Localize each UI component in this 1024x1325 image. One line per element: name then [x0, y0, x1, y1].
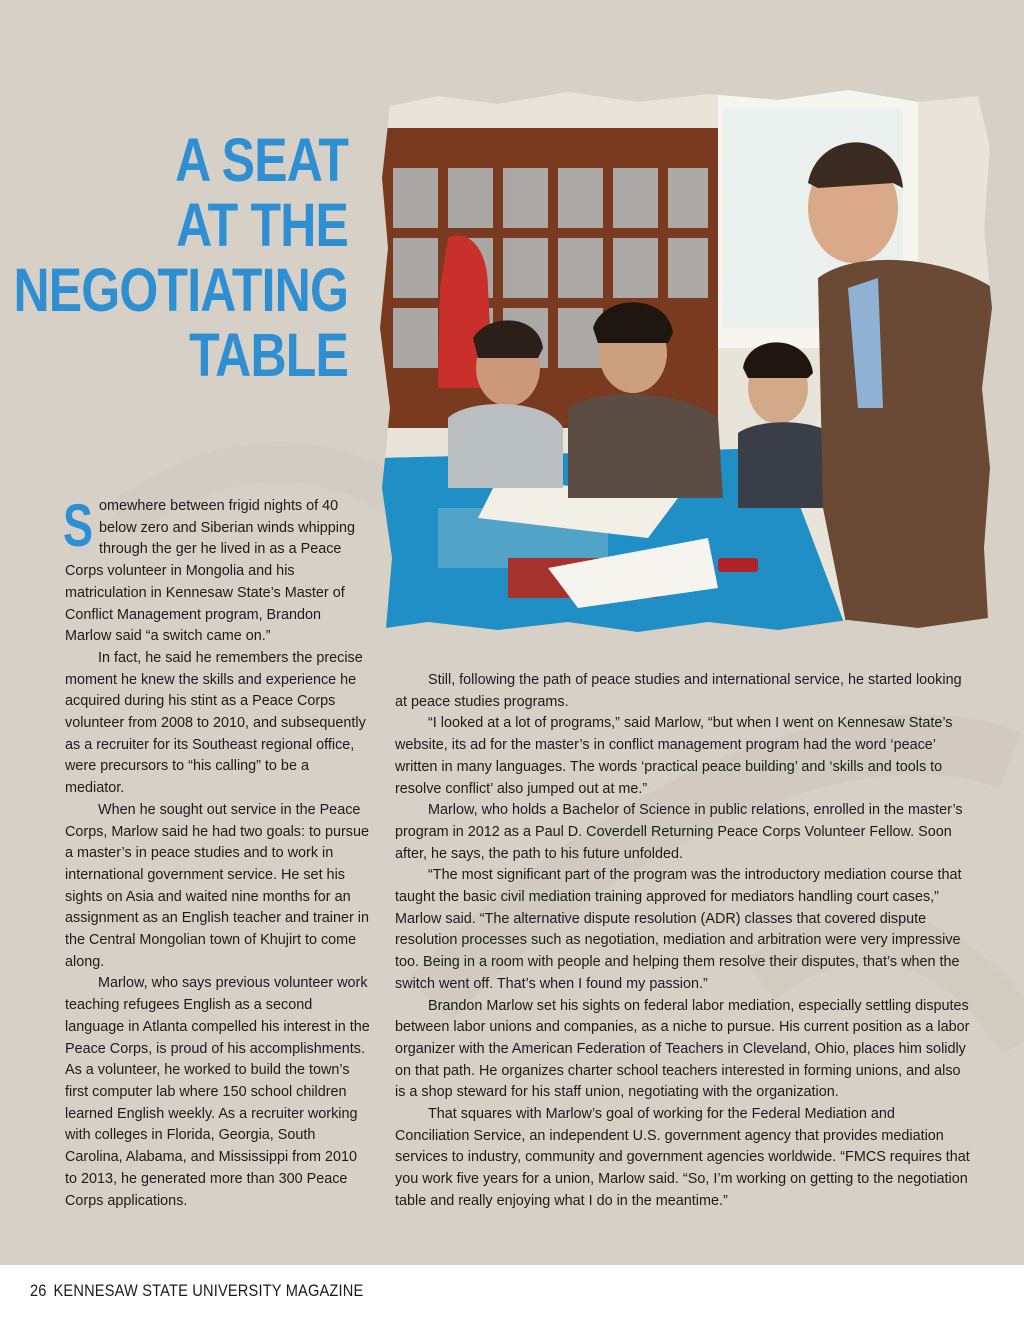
publication-name: KENNESAW STATE UNIVERSITY MAGAZINE — [53, 1281, 364, 1300]
page-footer — [0, 1265, 1024, 1325]
photo-illustration — [378, 88, 993, 633]
drop-cap: S — [63, 492, 94, 559]
paragraph — [63, 492, 370, 648]
article-column-right — [395, 670, 970, 1213]
paragraph: Marlow, who holds a Bachelor of Science in public relations, enrolled in the master’s program in 2012 as a Paul D. Coverdell Returning Peace Corps Volunteer Fellow. Soon after, he says, the path to his future unfolded. — [395, 802, 963, 862]
footer-text — [30, 1281, 363, 1301]
classroom-photo — [378, 88, 993, 633]
title-line-2: AT THE — [176, 191, 348, 259]
paragraph: That squares with Marlow’s goal of working for the Federal Mediation and Conciliation Service, an independent U.S. government agency that provides mediation services to industry, community and government agencies worldwide. “FMCS requires that you work five years for a union, Marlow said. “So, I’m working on getting to the negotiation table and really enjoying what I do in the meantime.” — [395, 1106, 970, 1209]
paragraph-text: omewhere between frigid nights of 40 below zero and Siberian winds whipping through the ger he lived in as a Peace Corps volunteer in Mongolia and his matriculation in Kennesaw State’s Master of Conflict Management program, Brandon Marlow said “a switch came on.” — [65, 498, 355, 645]
title-line-3: NEGOTIATING — [13, 256, 348, 324]
paragraph: Still, following the path of peace studies and international service, he started looking at peace studies programs. — [395, 672, 962, 710]
paragraph: In fact, he said he remembers the precise moment he knew the skills and experience he acquired during his stint as a Peace Corps volunteer from 2008 to 2010, and subsequently as a recruiter for its Southeast regional office, were precursors to “his calling” to be a mediator. — [65, 649, 366, 797]
paragraph: Brandon Marlow set his sights on federal labor mediation, especially settling disputes between labor unions and companies, as a niche to pursue. His current position as a labor organizer with the American Federation of Teachers in Cleveland, Ohio, places him solidly on that path. He organizes charter school teachers interested in forming unions, and also is a shop steward for his staff union, negotiating with the organization. — [395, 997, 970, 1101]
title-line-1: A SEAT — [175, 126, 348, 194]
page-number: 26 — [30, 1281, 47, 1300]
paragraph: When he sought out service in the Peace Corps, Marlow said he had two goals: to pursue a master’s in peace studies and to work in international government service. He set his sights on Asia and waited nine months for an assignment as an English teacher and trainer in the Central Mongolian town of Khujirt to come along. — [65, 801, 369, 970]
article-column-left — [63, 492, 370, 1212]
paragraph: Marlow, who says previous volunteer work teaching refugees English as a second language in Atlanta compelled his interest in the Peace Corps, is proud of his accomplishments. As a volunteer, he worked to build the town’s first computer lab where 150 school children learned English weekly. As a recruiter working with colleges in Florida, Georgia, South Carolina, Alabama, and Mississippi from 2010 to 2013, he generated more than 300 Peace Corps applications. — [65, 975, 370, 1209]
paragraph: “The most significant part of the program was the introductory mediation course that taught the basic civil mediation training approved for mediators handling court cases,” Marlow said. “The alternative dispute resolution (ADR) classes that covered dispute resolution processes such as negotiation, mediation and arbitration were very impressive too. Being in a room with people and helping them resolve their disputes, that’s when the switch went off. That’s when I found my passion.” — [395, 867, 962, 992]
article-title — [13, 128, 348, 388]
title-line-4: TABLE — [189, 321, 348, 389]
paragraph: “I looked at a lot of programs,” said Marlow, “but when I went on Kennesaw State’s website, its ad for the master’s in conflict management program had the word ‘peace’ written in many languages. The words ‘practical peace building’ and ‘skills and tools to resolve conflict’ also jumped out at me.” — [395, 715, 953, 797]
